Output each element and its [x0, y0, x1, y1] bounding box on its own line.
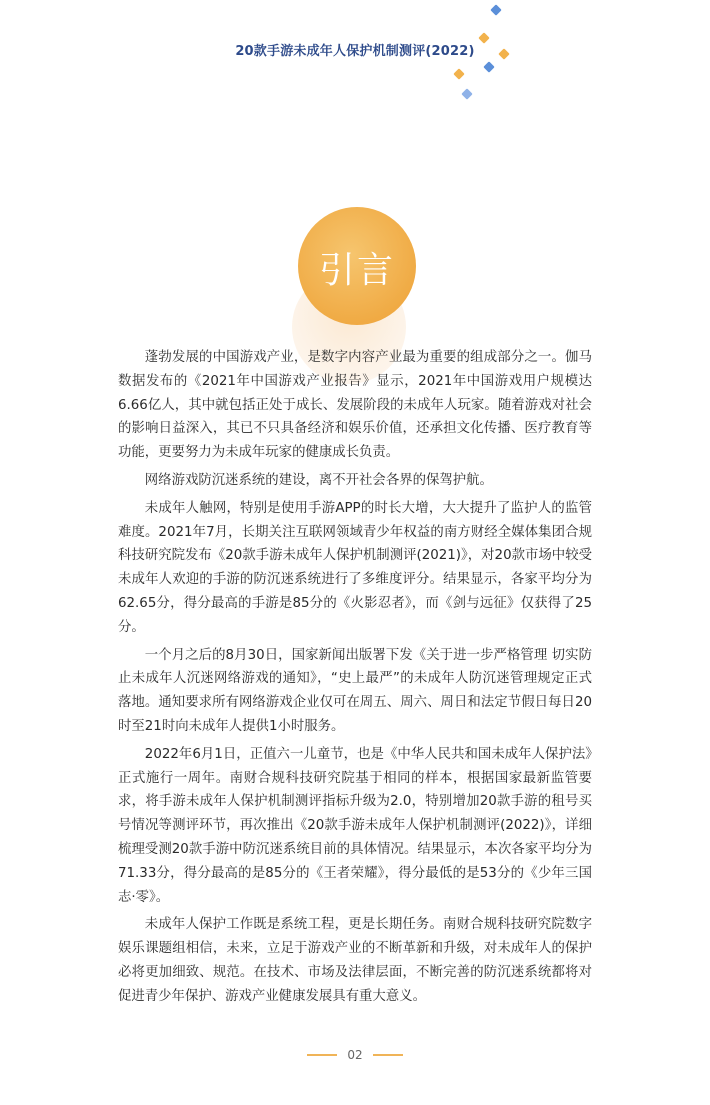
page-footer: [0, 1048, 710, 1062]
section-badge: [298, 207, 416, 325]
footer-divider: [373, 1054, 403, 1056]
section-title: 引言: [318, 249, 395, 291]
paragraph: 网络游戏防沉迷系统的建设，离不开社会各界的保驾护航。: [144, 472, 493, 488]
footer-divider: [307, 1054, 337, 1056]
paragraph: 蓬勃发展的中国游戏产业，是数字内容产业最为重要的组成部分之一。伽马数据发布的《2021年中国游戏产业报告》显示，2021年中国游戏用户规模达6.66亿人，其中就包括正处于成长、发展阶段的未成年人玩家。随着游戏对社会的影响日益深入，其已不只具备经济和娱乐价值，还承担文化传播、医疗教育等功能，更要努力为未成年玩家的健康成长负责。: [118, 350, 592, 461]
paragraph: 未成年人保护工作既是系统工程，更是长期任务。南财合规科技研究院数字娱乐课题组相信，未来，立足于游戏产业的不断革新和升级，对未成年人的保护必将更加细致、规范。在技术、市场及法律层面，不断完善的防沉迷系统都将对促进青少年保护、游戏产业健康发展具有重大意义。: [118, 917, 592, 1004]
page-header-title: 20款手游未成年人保护机制测评(2022): [235, 44, 475, 59]
decorative-cube-icon: [490, 4, 501, 15]
decorative-cube-icon: [483, 61, 494, 72]
article-body: [118, 346, 592, 1013]
page-number: 02: [347, 1048, 363, 1062]
decorative-cube-icon: [461, 88, 472, 99]
paragraph: 一个月之后的8月30日，国家新闻出版署下发《关于进一步严格管理 切实防止未成年人沉迷网络游戏的通知》，“史上最严”的未成年人防沉迷管理规定正式落地。通知要求所有网络游戏企业仅可在周五、周六、周日和法定节假日每日20时至21时向未成年人提供1小时服务。: [118, 647, 592, 734]
paragraph: 2022年6月1日，正值六一儿童节，也是《中华人民共和国未成年人保护法》正式施行一周年。南财合规科技研究院基于相同的样本，根据国家最新监管要求，将手游未成年人保护机制测评指标升级为2.0，特别增加20款手游的租号买号情况等测评环节，再次推出《20款手游未成年人保护机制测评(2022)》，详细梳理受测20款手游中防沉迷系统目前的具体情况。结果显示，本次各家平均分为71.33分，得分最高的是85分的《王者荣耀》，得分最低的是53分的《少年三国志·零》。: [118, 746, 592, 905]
decorative-cube-icon: [453, 68, 464, 79]
paragraph: 未成年人触网，特别是使用手游APP的时长大增，大大提升了监护人的监管难度。2021年7月，长期关注互联网领域青少年权益的南方财经全媒体集团合规科技研究院发布《20款手游未成年人保护机制测评(2021)》，对20款市场中较受未成年人欢迎的手游的防沉迷系统进行了多维度评分。结果显示，各家平均分为62.65分，得分最高的手游是85分的《火影忍者》，而《剑与远征》仅获得了25分。: [118, 500, 592, 635]
